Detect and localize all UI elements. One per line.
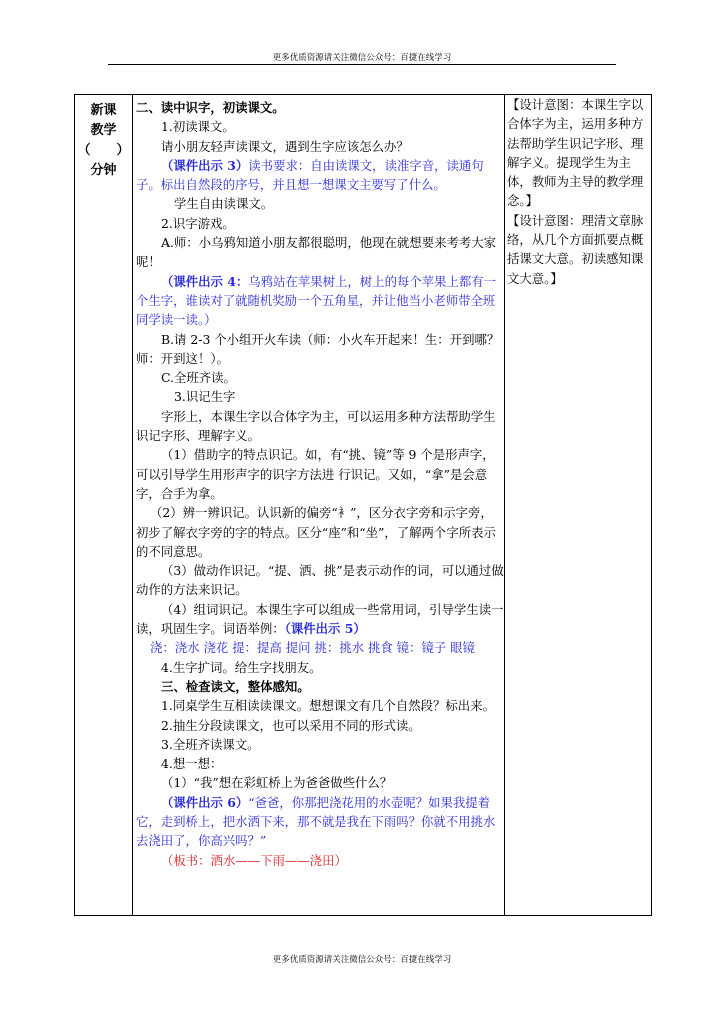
step-game: 2.识字游戏。 (161, 215, 235, 231)
courseware-tag: （课件出示 4： (161, 273, 249, 289)
identify-intro: 字形上，本课生字以合体字为主，可以运用多种方法帮助学生识记字形、理解字义。 (136, 408, 496, 444)
lesson-table (74, 94, 652, 916)
stage-cell (75, 95, 133, 916)
method-3: （3）做动作识记。“提、洒、挑”是表示动作的词，可以通过做动作的方法来识记。 (136, 563, 504, 598)
stage-label-1: 新课 (90, 103, 117, 118)
free-reading: 学生自由读课文。 (174, 196, 274, 212)
check-3: 3.全班齐读课文。 (161, 736, 260, 752)
game-a: A.师：小乌鸦知道小朋友都很聪明，他现在就想要来考考大家呢！ (136, 235, 497, 270)
method-1: （1）借助字的特点识记。如，有“挑、镜”等 9 个是形声字，可以引导学生用形声字的识字方法进 行识记。又如，“拿”是会意字，合手为拿。 (136, 447, 495, 501)
think-question: （1）“我”想在彩虹桥上为爸爸做些什么？ (161, 775, 393, 791)
game-b: B.请 2-3 个小组开火车读（师：小火车开起来！生：开到哪？师：开到这！）。 (136, 331, 500, 366)
check-1: 1.同桌学生互相读读课文。想想课文有几个自然段？标出来。 (161, 698, 495, 714)
notes-cell (505, 95, 652, 916)
courseware-tag: （课件出示 3） (161, 157, 249, 173)
stage-label-4: 分钟 (90, 163, 117, 178)
section-title-2: 二、读中识字，初读课文。 (136, 100, 285, 115)
check-4: 4.想一想： (161, 756, 223, 772)
check-2: 2.抽生分段读课文，也可以采用不同的形式读。 (161, 717, 421, 733)
content-cell (133, 95, 505, 916)
courseware-tag: （课件出示 5） (284, 621, 366, 637)
step-read: 1.初读课文。 (161, 119, 235, 135)
section-title-3: 三、检查读文，整体感知。 (161, 678, 310, 694)
step-identify: 3.识记生字 (174, 389, 236, 405)
table-row (75, 95, 652, 916)
method-2: （2）辨一辨识记。认识新的偏旁“衤”，区分衣字旁和示字旁，初步了解衣字旁的字的特点。区分“座”和“坐”，了解两个字所表示的不同意思。 (136, 505, 496, 559)
courseware-tag: （课件出示 6） (161, 794, 249, 810)
stage-duration: （ ） (77, 143, 130, 158)
design-note-1: 【设计意图：本课生字以合体字为主，运用多种方法帮助学生识记字形、理解字义。提现学生为主体，教师为主导的教学理念。】 (507, 97, 644, 209)
question: 请小朋友轻声读课文，遇到生字应该怎么办？ (161, 138, 409, 154)
game-c: C.全班齐读。 (161, 370, 236, 386)
courseware-4: （课件出示 4：乌鸦站在苹果树上，树上的每个苹果上都有一个生字，谁读对了就随机奖励一个五角星，并让他当小老师带全班同学读一读。） (136, 273, 497, 328)
page-header: 更多优质资源请关注微信公众号：百捷在线学习 (272, 53, 452, 63)
header-divider (108, 64, 616, 65)
word-examples: 浇：浇水 浇花 提：提高 提问 挑：挑水 挑食 镜：镜子 眼镜 (150, 640, 475, 656)
step-expand: 4.生字扩词。给生字找朋友。 (161, 659, 322, 675)
courseware-3: （课件出示 3）读书要求：自由读课文，读准字音，读通句子。标出自然段的序号，并且想一想课文主要写了什么。 (136, 157, 484, 193)
stage-label-2: 教学 (90, 123, 117, 138)
courseware-6: （课件出示 6）“爸爸，你那把浇花用的水壶呢？如果我提着它，走到桥上，把水洒下来，那不就是我在下雨吗？你就不用挑水去浇田了，你高兴吗？” (136, 794, 496, 849)
design-note-2: 【设计意图：理清文章脉络，从几个方面抓要点概括课文大意。初读感知课文大意。】 (507, 212, 644, 286)
board-writing: （板书：洒水——下雨——浇田） (161, 852, 347, 868)
method-4: （4）组词识记。本课生字可以组成一些常用词，引导学生读一读，巩固生字。词语举例：（课件出示 5） (136, 601, 504, 637)
page-footer: 更多优质资源请关注微信公众号：百捷在线学习 (272, 955, 452, 965)
